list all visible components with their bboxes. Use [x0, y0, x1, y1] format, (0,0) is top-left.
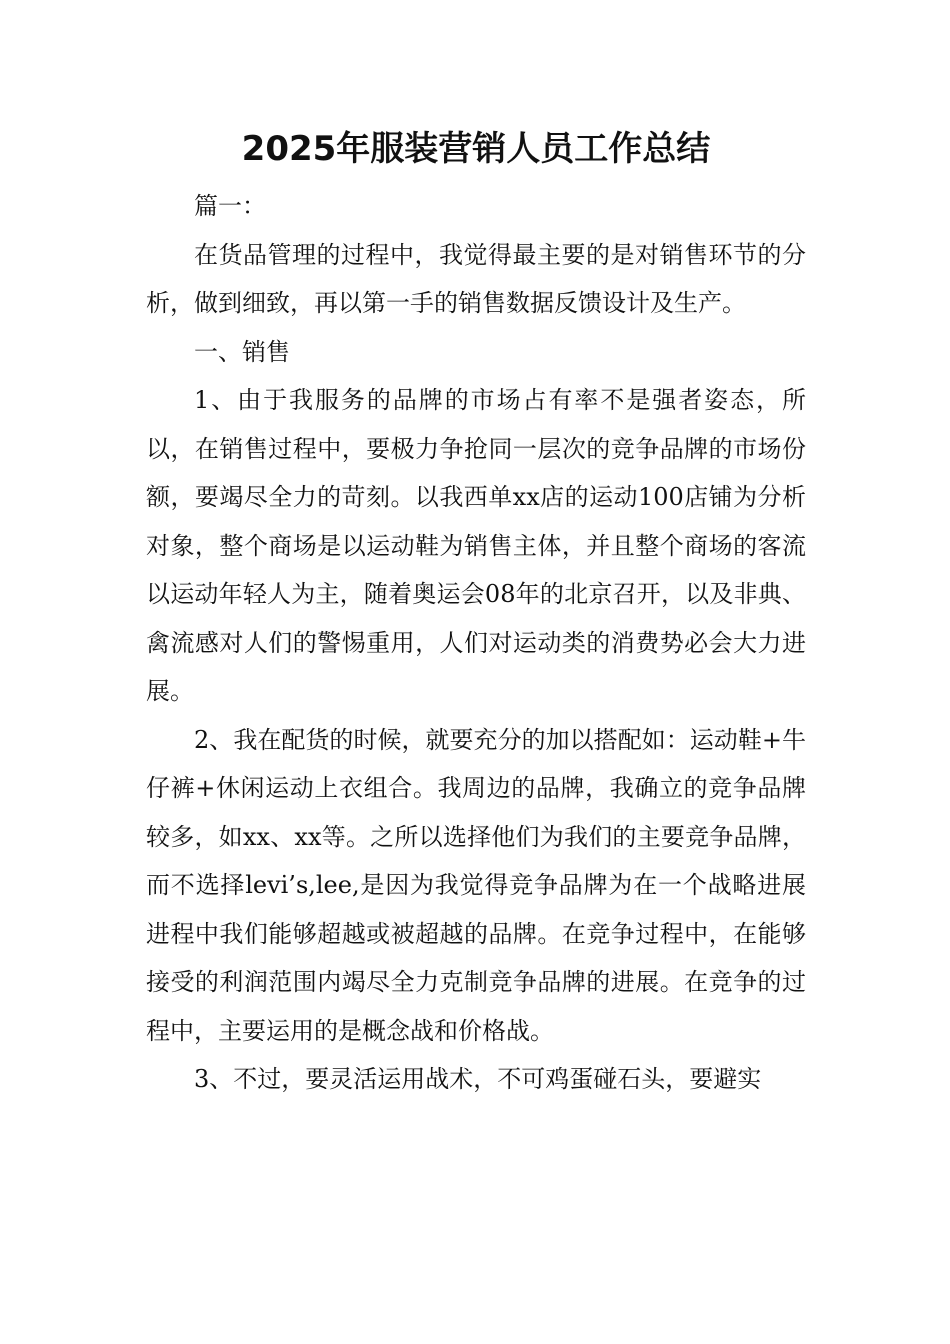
paragraph-1: 1、由于我服务的品牌的市场占有率不是强者姿态，所以，在销售过程中，要极力争抢同一层次的竞争品牌的市场份额，要竭尽全力的苛刻。以我西单xx店的运动100店铺为分析对象，整个商场是以运动鞋为销售主体，并且整个商场的客流以运动年轻人为主，随着奥运会08年的北京召开，以及非典、禽流感对人们的警惕重用，人们对运动类的消费势必会大力进展。 [146, 386, 806, 705]
document-body [146, 126, 806, 1104]
document-title: 2025年服装营销人员工作总结 [241, 129, 711, 169]
paragraph-2: 2、我在配货的时候，就要充分的加以搭配如：运动鞋+牛仔裤+休闲运动上衣组合。我周边的品牌，我确立的竞争品牌较多，如xx、xx等。之所以选择他们为我们的主要竞争品牌，而不选择levi’s,lee,是因为我觉得竞争品牌为在一个战略进展进程中我们能够超越或被超越的品牌。在竞争过程中，在能够接受的利润范围内竭尽全力克制竞争品牌的进展。在竞争的过程中，主要运用的是概念战和价格战。 [146, 725, 806, 1045]
paragraph-3: 3、不过，要灵活运用战术，不可鸡蛋碰石头，要避实 [194, 1065, 762, 1093]
title-spacer [146, 172, 806, 182]
intro-paragraph: 在货品管理的过程中，我觉得最主要的是对销售环节的分析，做到细致，再以第一手的销售数据反馈设计及生产。 [146, 240, 806, 317]
section-heading: 一、销售 [194, 337, 290, 366]
part-label: 篇一： [194, 192, 266, 220]
